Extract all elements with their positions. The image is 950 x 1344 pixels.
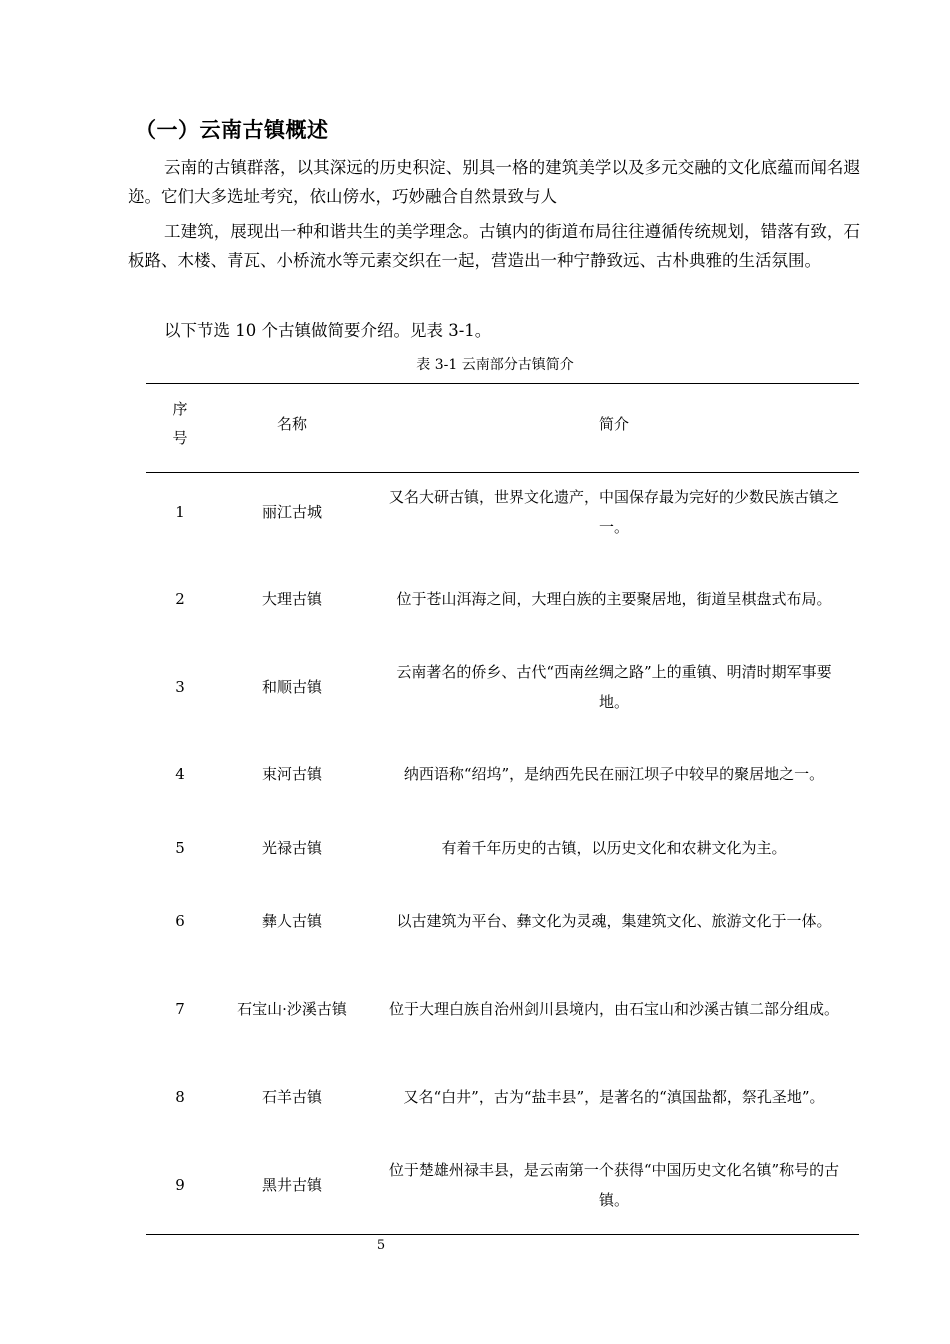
table-row-4-desc: 纳西语称“绍坞”，是纳西先民在丽江坝子中较早的聚居地之一。 [403,765,825,783]
header-desc: 简介 [598,415,629,433]
table-row-6-desc: 以古建筑为平台、彝文化为灵魂，集建筑文化、旅游文化于一体。 [396,912,832,930]
table-row-5-name: 光禄古镇 [261,839,322,857]
table-row-4-no: 4 [175,765,185,783]
table-row-5-desc: 有着千年历史的古镇，以历史文化和农耕文化为主。 [441,839,787,857]
table-row-5-no: 5 [175,839,185,857]
table-row-8-name: 石羊古镇 [261,1088,322,1106]
table-top-rule [146,383,859,384]
table-row-8-desc: 又名“白井”，古为“盐丰县”，是著名的“滇国盐都，祭孔圣地”。 [403,1088,825,1106]
table-row-8-no: 8 [175,1088,185,1106]
table-row-2-no: 2 [175,590,185,608]
table-row-7-desc: 位于大理白族自治州剑川县境内，由石宝山和沙溪古镇二部分组成。 [388,1000,839,1018]
paragraph-2: 工建筑，展现出一种和谐共生的美学理念。古镇内的街道布局往往遵循传统规划，错落有致，石板路、木楼、青瓦、小桥流水等元素交织在一起，营造出一种宁静致远、古朴典雅的生活氛围。 [128,222,860,270]
paragraph-3: 以下节选 10 个古镇做简要介绍。见表 3-1。 [164,321,492,340]
header-no [146,390,214,458]
table-row-3-name: 和顺古镇 [261,678,322,696]
table-header-rule [146,472,859,473]
table-row-9-name: 黑井古镇 [261,1176,322,1194]
table-row-2-desc: 位于苍山洱海之间，大理白族的主要聚居地，街道呈棋盘式布局。 [396,590,832,608]
table-row-3-desc: 云南著名的侨乡、古代“西南丝绸之路”上的重镇、明清时期军事要地。 [396,663,832,711]
table-row-7-name: 石宝山·沙溪古镇 [237,1000,347,1018]
table-row-2-name: 大理古镇 [261,590,322,608]
header-name: 名称 [276,415,307,433]
table-row-7-no: 7 [175,1000,185,1018]
table-row-3-no: 3 [175,678,185,696]
table-row-1-no: 1 [175,503,185,521]
section-heading: （一）云南古镇概述 [135,118,329,142]
page-number: 5 [376,1238,386,1253]
table-row-9-desc: 位于楚雄州禄丰县，是云南第一个获得“中国历史文化名镇”称号的古镇。 [388,1161,840,1209]
table-row-1-desc: 又名大研古镇，世界文化遗产，中国保存最为完好的少数民族古镇之一。 [388,488,839,536]
table-bottom-rule [146,1234,859,1235]
table-row-6-no: 6 [175,912,185,930]
table-row-1-name: 丽江古城 [261,503,322,521]
table-row-6-name: 彝人古镇 [261,912,322,930]
paragraph-1: 云南的古镇群落，以其深远的历史积淀、别具一格的建筑美学以及多元交融的文化底蕴而闻名遐迩。它们大多选址考究，依山傍水，巧妙融合自然景致与人 [128,158,860,206]
table-row-9-no: 9 [175,1176,185,1194]
table-caption: 表 3-1 云南部分古镇简介 [416,357,574,373]
header-no-label: 序号 [172,400,188,447]
table-row-4-name: 束河古镇 [261,765,322,783]
